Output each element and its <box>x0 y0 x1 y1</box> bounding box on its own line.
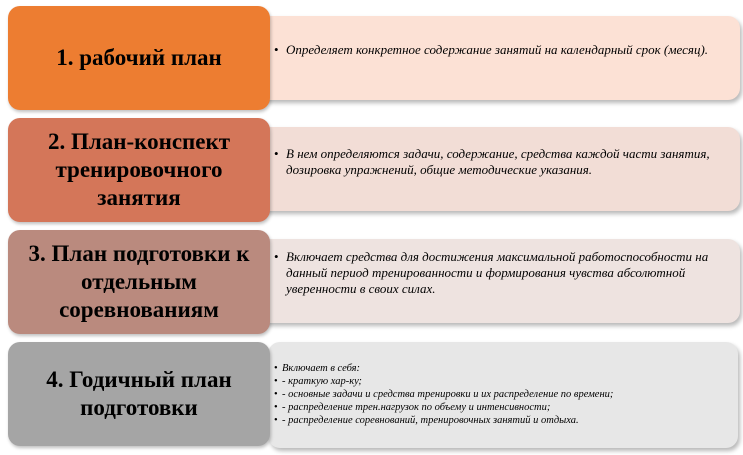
plan-title-4: 4. Годичный план подготовки <box>46 367 232 420</box>
plan-description-1 <box>274 42 724 58</box>
bullet-icon: • <box>274 415 278 426</box>
plan-description-2 <box>274 146 714 178</box>
list-item: • Включает в себя: <box>274 363 360 374</box>
bullet-icon: • <box>274 402 278 413</box>
list-item: • - распределение трен.нагрузок по объему и интенсивности; <box>274 402 551 413</box>
list-item: • - распределение соревнований, тренировочных занятий и отдыха. <box>274 415 579 426</box>
list-item: • Включает средства для достижения максимальной работоспособности на данный период тренированности и формирования чувства абсолютной уверенности в своих силах. <box>274 249 709 296</box>
plan-title-1: 1. рабочий план <box>56 45 222 70</box>
plan-description-4 <box>274 362 736 427</box>
plan-title-box-4 <box>8 342 270 446</box>
list-item: • Определяет конкретное содержание занятий на календарный срок (месяц). <box>274 42 709 57</box>
plan-title-box-2 <box>8 118 270 222</box>
description-panel-1 <box>258 16 740 100</box>
bullet-icon: • <box>274 249 279 264</box>
plan-title-2: 2. План-конспект тренировочного занятия <box>47 129 231 210</box>
plan-title-3: 3. План подготовки к отдельным соревнованиям <box>28 241 250 322</box>
list-item: • - основные задачи и средства тренировки и их распределение по времени; <box>274 389 614 400</box>
plan-title-box-3 <box>8 230 270 334</box>
list-item: • - краткую хар-ку; <box>274 376 362 387</box>
bullet-icon: • <box>274 146 279 161</box>
bullet-icon: • <box>274 389 278 400</box>
bullet-icon: • <box>274 363 278 374</box>
bullet-icon: • <box>274 376 278 387</box>
bullet-icon: • <box>274 42 279 57</box>
plan-description-3 <box>274 249 724 297</box>
plan-title-box-1 <box>8 6 270 110</box>
list-item: • В нем определяются задачи, содержание, средства каждой части занятия, дозировка упражнений, общие методические указания. <box>274 146 710 177</box>
